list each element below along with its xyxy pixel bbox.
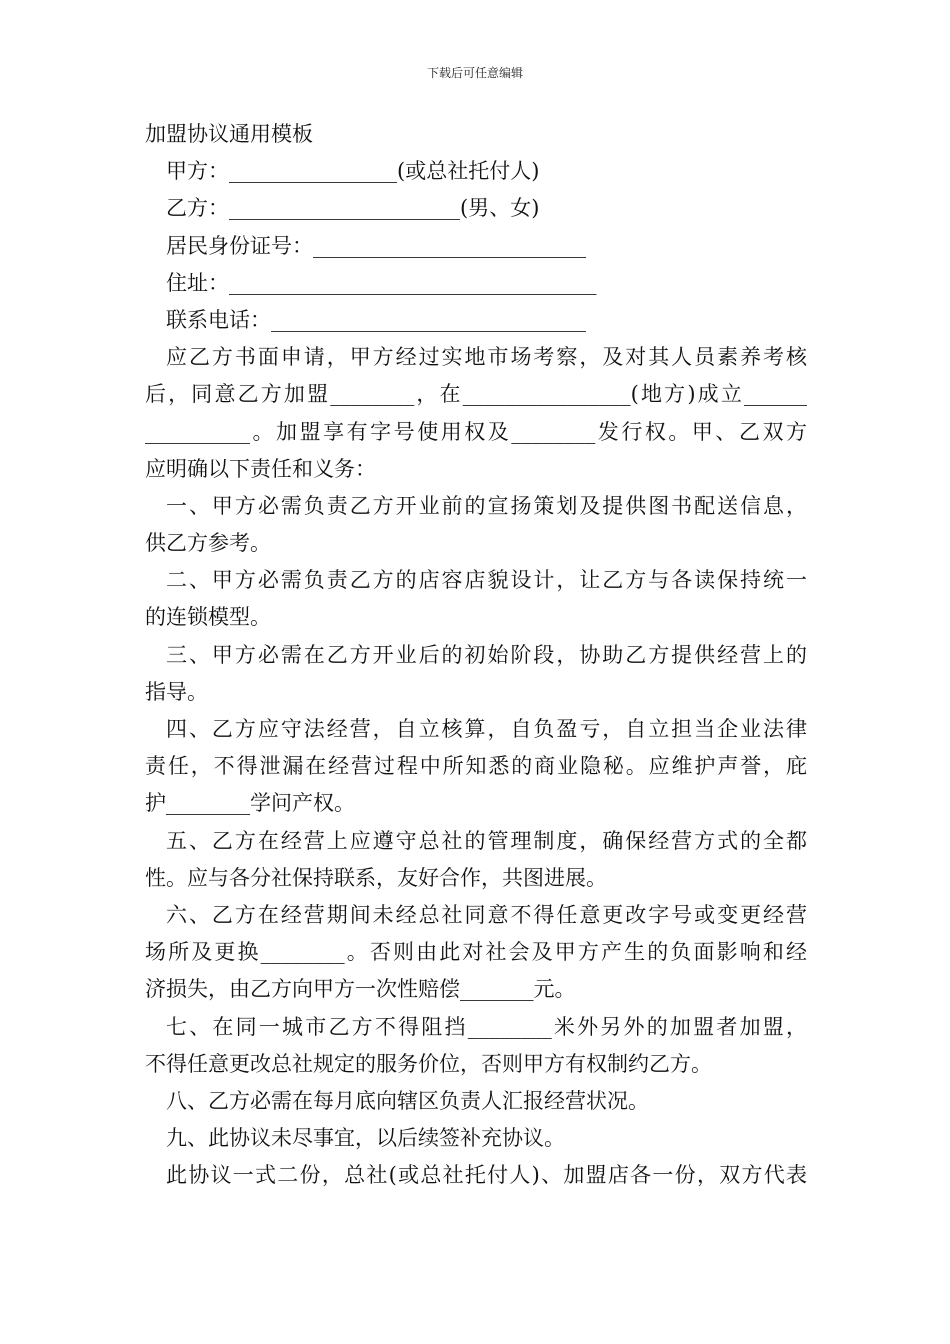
clause-9-line: 九、此协议未尽事宜，以后续签补充协议。: [166, 1126, 565, 1151]
header-note: 下载后可任意编辑: [426, 66, 523, 80]
clause-4-line: 四、乙方应守法经营，自立核算，自负盈亏，自立担当企业法律: [166, 717, 807, 741]
clause-1-line: 供乙方参考。: [145, 531, 271, 556]
document-body: [145, 116, 807, 1194]
clause-5-line: 五、乙方在经营上应遵守总社的管理制度，确保经营方式的全都: [166, 828, 807, 853]
clause-5-line: 性。应与各分社保持联系，友好合作，共图进展。: [145, 865, 607, 890]
closing-line: 此协议一式二份，总社(或总社托付人)、加盟店各一份，双方代表: [166, 1163, 807, 1188]
id-number-line: 居民身份证号：__________________________: [166, 233, 586, 258]
clause-2-line: 二、甲方必需负责乙方的店容店貌设计，让乙方与各读保持统一: [166, 568, 807, 593]
clause-6-line: 场所及更换________。否则由此对社会及甲方产生的负面影响和经: [145, 940, 807, 965]
clause-3-line: 指导。: [145, 679, 208, 704]
address-line: 住址：___________________________________: [166, 270, 597, 295]
paragraph-line: 后，同意乙方加盟________，在________________(地方)成立______: [145, 382, 807, 407]
clause-2-line: 的连锁模型。: [145, 605, 271, 630]
clause-8-line: 八、乙方必需在每月底向辖区负责人汇报经营状况。: [166, 1088, 649, 1113]
paragraph-line: __________。加盟享有字号使用权及________发行权。甲、乙双方: [145, 419, 807, 444]
paragraph-line: 应明确以下责任和义务：: [145, 456, 376, 481]
phone-line: 联系电话：______________________________: [166, 307, 586, 332]
clause-7-line: 不得任意更改总社规定的服务价位，否则甲方有权制约乙方。: [145, 1051, 712, 1076]
clause-3-line: 三、甲方必需在乙方开业后的初始阶段，协助乙方提供经营上的: [166, 642, 807, 667]
clause-1-line: 一、甲方必需负责乙方开业前的宣扬策划及提供图书配送信息，: [166, 493, 807, 518]
clause-6-line: 六、乙方在经营期间未经总社同意不得任意更改字号或变更经营: [166, 902, 807, 927]
document-title: 加盟协议通用模板: [145, 122, 313, 146]
clause-6-line: 济损失，由乙方向甲方一次性赔偿_______元。: [145, 977, 576, 1002]
party-a-line: 甲方：________________(或总社托付人): [166, 159, 540, 184]
clause-7-line: 七、在同一城市乙方不得阻挡________米外另外的加盟者加盟，: [166, 1014, 807, 1039]
party-b-line: 乙方：______________________(男、女): [166, 196, 540, 221]
clause-4-line: 责任，不得泄漏在经营过程中所知悉的商业隐秘。应维护声誉，庇: [145, 754, 807, 779]
clause-4-line: 护________学问产权。: [145, 791, 355, 816]
paragraph-line: 应乙方书面申请，甲方经过实地市场考察，及对其人员素养考核: [166, 345, 807, 370]
